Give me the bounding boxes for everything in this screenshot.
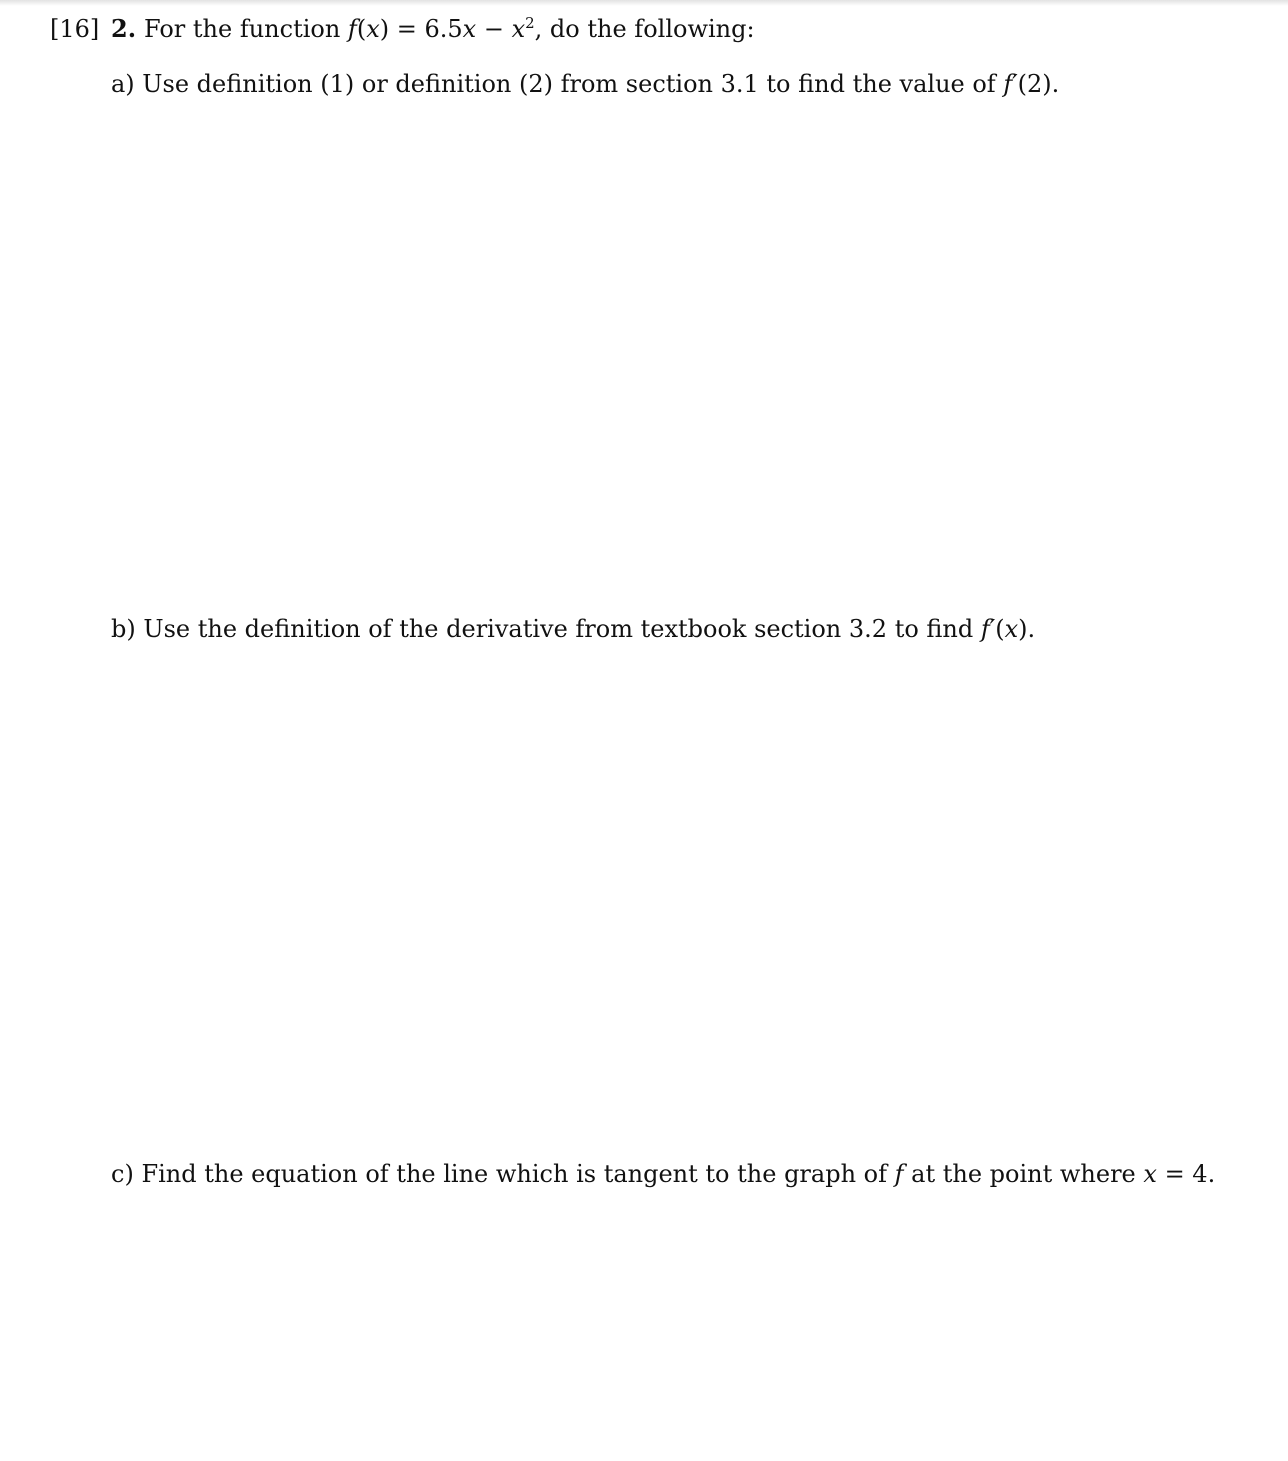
function-name: f xyxy=(347,15,357,43)
part-a-derivative: f′ xyxy=(1003,70,1018,98)
part-c-var: x xyxy=(1143,1160,1157,1188)
question-intro xyxy=(144,14,755,44)
part-a xyxy=(111,69,1059,99)
part-c-text2: at the point where xyxy=(903,1160,1144,1188)
part-c-function: f xyxy=(894,1160,904,1188)
function-arg-var: x xyxy=(366,15,380,43)
part-b xyxy=(111,614,1035,644)
page-top-edge xyxy=(0,0,1288,6)
function-var: x xyxy=(462,15,477,43)
part-b-open: ( xyxy=(995,615,1005,643)
function-exponent: 2 xyxy=(525,14,535,32)
part-a-arg: (2) xyxy=(1017,70,1052,98)
part-b-text: Use the definition of the derivative from textbook section 3.2 to find xyxy=(135,615,981,643)
part-c xyxy=(111,1159,1215,1189)
part-c-end: . xyxy=(1207,1160,1216,1188)
part-b-close: ) xyxy=(1018,615,1028,643)
function-eq: = 6.5 xyxy=(389,15,463,43)
answer-space-b xyxy=(111,655,1211,1145)
part-a-label: a) xyxy=(111,70,135,98)
part-a-end: . xyxy=(1051,70,1060,98)
part-c-eq: = 4 xyxy=(1156,1160,1208,1188)
part-b-var: x xyxy=(1004,615,1019,643)
part-b-derivative: f′ xyxy=(980,615,996,643)
question-number: 2. xyxy=(111,14,137,43)
part-b-end: . xyxy=(1027,615,1036,643)
intro-suffix: , do the following: xyxy=(534,15,755,43)
intro-prefix: For the function xyxy=(144,15,348,43)
part-a-text: Use definition (1) or definition (2) from section 3.1 to find the value of xyxy=(134,70,1004,98)
points-label: [16] xyxy=(50,15,100,43)
answer-space-a xyxy=(111,110,1211,600)
function-minus: − xyxy=(476,15,512,43)
part-b-label: b) xyxy=(111,615,136,643)
part-c-text: Find the equation of the line which is tangent to the graph of xyxy=(133,1160,895,1188)
function-arg: (x) xyxy=(356,15,390,43)
function-var2: x xyxy=(511,15,526,43)
answer-space-c xyxy=(111,1200,1211,1450)
part-c-label: c) xyxy=(111,1160,134,1188)
